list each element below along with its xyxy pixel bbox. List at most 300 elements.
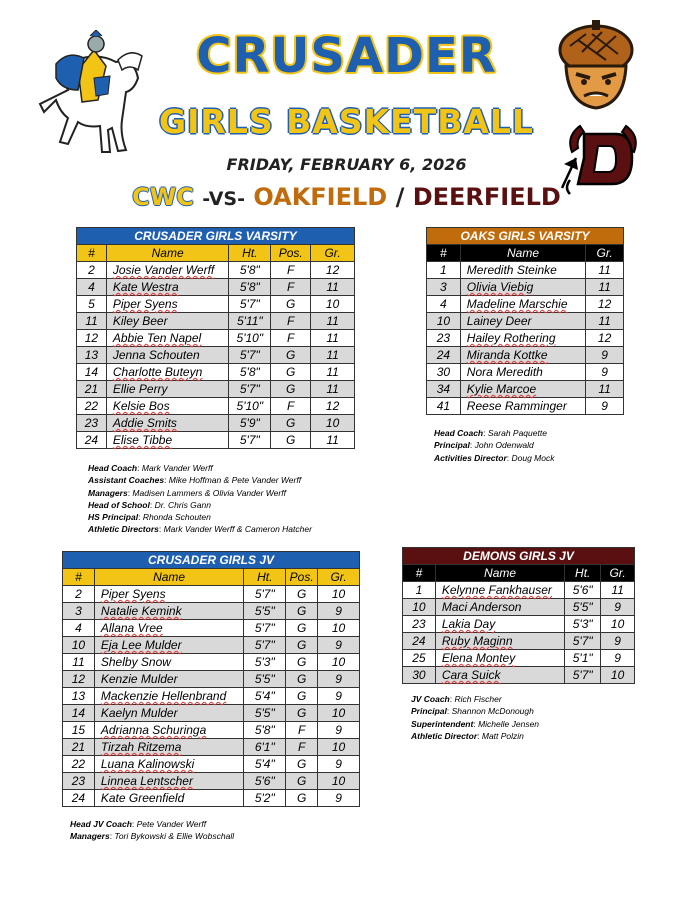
staff-line: Head of School: Dr. Chris Gann <box>88 499 211 510</box>
table-cell: 9 <box>318 671 360 688</box>
table-cell: 5'7" <box>244 586 286 603</box>
table-cell: 11 <box>311 347 355 364</box>
staff-line: Managers: Tori Bykowski & Ellie Wobschall <box>70 831 235 842</box>
table-cell: G <box>286 790 318 807</box>
table-row <box>403 616 635 633</box>
player-name: Piper Syens <box>100 587 166 601</box>
staff-label: Principal <box>434 440 470 451</box>
table-cell: 10 <box>318 705 360 722</box>
table-cell: 10 <box>311 415 355 432</box>
column-header: Ht. <box>244 569 286 586</box>
table-cell: G <box>286 688 318 705</box>
table-cell <box>460 313 585 330</box>
table-cell: 5'8" <box>229 262 271 279</box>
table-row <box>77 313 355 330</box>
column-header: Ht. <box>229 245 271 262</box>
staff-label: Principal <box>411 706 447 717</box>
table-cell: 11 <box>63 654 95 671</box>
table-cell <box>106 330 229 347</box>
table-cell: 5'6" <box>244 773 286 790</box>
table-cell <box>460 347 585 364</box>
game-date: FRIDAY, FEBRUARY 6, 2026 <box>226 155 467 174</box>
table-cell <box>94 756 243 773</box>
table-cell: 9 <box>586 364 624 381</box>
staff-label: Athletic Directors <box>88 524 159 535</box>
table-cell: 5'7" <box>229 347 271 364</box>
staff-line: Principal: John Odenwald <box>434 440 534 451</box>
table-cell: 15 <box>63 722 95 739</box>
staff-value: Sarah Paquette <box>487 428 547 438</box>
player-name: Kate Greenfield <box>100 791 185 805</box>
table-cell <box>106 347 229 364</box>
table-row <box>77 381 355 398</box>
vs-label: -VS- <box>202 188 245 210</box>
table-cell: 12 <box>586 330 624 347</box>
table-cell: 1 <box>403 582 436 599</box>
crusader-jv-table <box>62 551 360 807</box>
table-cell: 5'11" <box>229 313 271 330</box>
staff-value: Dr. Chris Gann <box>154 499 211 510</box>
table-cell: 13 <box>63 688 95 705</box>
table-cell: 10 <box>318 739 360 756</box>
staff-line: Head Coach: Sarah Paquette <box>434 428 547 438</box>
table-cell <box>94 705 243 722</box>
table-cell: 3 <box>427 279 461 296</box>
table-cell: 12 <box>63 671 95 688</box>
table-row <box>63 620 360 637</box>
table-cell: 3 <box>63 603 95 620</box>
table-cell: 21 <box>63 739 95 756</box>
player-name: Kaelyn Mulder <box>100 706 178 720</box>
column-header: Gr. <box>318 569 360 586</box>
staff-label: Managers <box>88 487 128 498</box>
table-cell: 5'7" <box>244 620 286 637</box>
column-header: # <box>63 569 95 586</box>
staff-label: Head JV Coach <box>70 819 132 829</box>
table-caption: DEMONS GIRLS JV <box>403 548 635 565</box>
table-cell: F <box>271 279 311 296</box>
table-cell: 5'6" <box>565 582 601 599</box>
table-cell: 5'1" <box>565 650 601 667</box>
table-cell: 10 <box>427 313 461 330</box>
table-cell: 12 <box>311 398 355 415</box>
table-cell: F <box>271 262 311 279</box>
table-cell <box>106 262 229 279</box>
staff-label: Activities Director <box>434 452 507 463</box>
table-cell: F <box>271 398 311 415</box>
table-cell <box>94 790 243 807</box>
table-cell <box>460 296 585 313</box>
player-name: Lainey Deer <box>466 314 532 328</box>
table-row <box>427 381 624 398</box>
table-cell: 30 <box>427 364 461 381</box>
table-cell: 10 <box>318 654 360 671</box>
table-cell: 4 <box>427 296 461 313</box>
staff-value: Rich Fischer <box>454 694 502 704</box>
table-cell: 5'7" <box>565 667 601 684</box>
table-cell: 5'5" <box>565 599 601 616</box>
table-cell: 5'2" <box>244 790 286 807</box>
table-cell: 5'8" <box>229 364 271 381</box>
column-header: Pos. <box>286 569 318 586</box>
table-cell: G <box>286 756 318 773</box>
table-row <box>63 586 360 603</box>
player-name: Eja Lee Mulder <box>100 638 182 652</box>
table-cell: G <box>286 586 318 603</box>
title-girls-basketball: GIRLS BASKETBALL <box>159 102 534 141</box>
table-cell: 4 <box>63 620 95 637</box>
table-cell: 4 <box>77 279 107 296</box>
column-header: Name <box>94 569 243 586</box>
table-header-row <box>77 245 355 262</box>
oaks-varsity-staff <box>434 427 654 464</box>
staff-value: Doug Mock <box>511 452 555 463</box>
table-cell: 24 <box>427 347 461 364</box>
table-cell: 24 <box>63 790 95 807</box>
table-row <box>403 650 635 667</box>
table-cell: 24 <box>403 633 436 650</box>
table-cell: 5'7" <box>229 296 271 313</box>
table-cell: 13 <box>77 347 107 364</box>
staff-line: Athletic Director: Matt Polzin <box>411 730 524 741</box>
table-cell <box>94 773 243 790</box>
staff-label: Head Coach <box>88 463 138 473</box>
table-cell: 9 <box>318 722 360 739</box>
table-cell <box>106 432 229 449</box>
table-row <box>427 313 624 330</box>
table-row <box>427 296 624 313</box>
table-cell: 5'10" <box>229 398 271 415</box>
table-cell: G <box>271 415 311 432</box>
table-cell: 14 <box>77 364 107 381</box>
table-caption: CRUSADER GIRLS JV <box>63 552 360 569</box>
table-cell: 10 <box>601 667 635 684</box>
table-row <box>77 262 355 279</box>
table-cell: G <box>271 347 311 364</box>
staff-line: JV Coach: Rich Fischer <box>411 694 502 704</box>
table-cell: 11 <box>586 313 624 330</box>
player-name: Kiley Beer <box>112 314 168 328</box>
table-cell: 10 <box>403 599 436 616</box>
player-name: Kate Westra <box>112 280 179 294</box>
table-cell <box>435 633 564 650</box>
table-cell: 10 <box>318 586 360 603</box>
column-header: Name <box>106 245 229 262</box>
player-name: Jenna Schouten <box>112 348 200 362</box>
player-name: Josie Vander Werff <box>112 263 215 277</box>
opponent-oakfield: OAKFIELD <box>253 183 388 211</box>
table-cell: 9 <box>586 398 624 415</box>
table-cell: 11 <box>586 262 624 279</box>
table-cell: G <box>271 364 311 381</box>
column-header: Name <box>435 565 564 582</box>
table-row <box>77 398 355 415</box>
column-header: Name <box>460 245 585 262</box>
table-cell: G <box>286 620 318 637</box>
column-header: Pos. <box>271 245 311 262</box>
table-row <box>427 347 624 364</box>
column-header: # <box>427 245 461 262</box>
table-cell: 2 <box>77 262 107 279</box>
staff-value: Michelle Jensen <box>478 718 540 729</box>
table-cell: 11 <box>77 313 107 330</box>
table-cell: 2 <box>63 586 95 603</box>
table-row <box>77 432 355 449</box>
table-cell <box>94 603 243 620</box>
table-cell: G <box>286 671 318 688</box>
table-cell: 23 <box>77 415 107 432</box>
table-cell: 10 <box>63 637 95 654</box>
demons-jv-table <box>402 547 635 684</box>
player-name: Shelby Snow <box>100 655 171 669</box>
table-header-row <box>427 245 624 262</box>
staff-value: Shannon McDonough <box>451 706 534 717</box>
table-cell: 41 <box>427 398 461 415</box>
table-row <box>427 364 624 381</box>
player-name: Lakia Day <box>441 617 496 631</box>
table-row <box>63 739 360 756</box>
player-name: Addie Smits <box>112 416 177 430</box>
table-cell: 23 <box>63 773 95 790</box>
table-cell: 5'5" <box>244 705 286 722</box>
table-row <box>77 330 355 347</box>
table-caption: OAKS GIRLS VARSITY <box>427 228 624 245</box>
table-cell <box>106 313 229 330</box>
table-cell: 9 <box>586 347 624 364</box>
player-name: Tirzah Ritzema <box>100 740 182 754</box>
table-cell: 11 <box>311 313 355 330</box>
table-cell: 5'9" <box>229 415 271 432</box>
table-cell <box>435 599 564 616</box>
player-name: Kenzie Mulder <box>100 672 178 686</box>
table-cell <box>460 398 585 415</box>
separator: / <box>395 183 405 211</box>
table-row <box>77 279 355 296</box>
opponent-deerfield: DEERFIELD <box>412 183 561 211</box>
staff-label: HS Principal <box>88 512 139 523</box>
staff-line: Head JV Coach: Pete Vander Werff <box>70 819 207 829</box>
table-cell <box>435 616 564 633</box>
table-cell: 5'7" <box>244 637 286 654</box>
table-row <box>63 790 360 807</box>
table-cell <box>435 582 564 599</box>
table-row <box>77 415 355 432</box>
staff-line: Athletic Directors: Mark Vander Werff & Cameron Hatcher <box>88 524 312 535</box>
table-cell: 5'7" <box>229 432 271 449</box>
table-cell: 10 <box>318 620 360 637</box>
table-row <box>403 582 635 599</box>
player-name: Kelynne Fankhauser <box>441 583 552 597</box>
player-name: Elise Tibbe <box>112 433 173 447</box>
table-row <box>77 296 355 313</box>
staff-value: Madisen Lammers & Olivia Vander Werff <box>132 487 286 498</box>
table-cell: 34 <box>427 381 461 398</box>
table-cell: 1 <box>427 262 461 279</box>
matchup-line <box>0 183 693 211</box>
table-cell: 9 <box>601 599 635 616</box>
table-cell: 11 <box>601 582 635 599</box>
staff-value: Tori Bykowski & Ellie Wobschall <box>114 831 235 842</box>
table-cell: 9 <box>318 603 360 620</box>
table-cell <box>435 650 564 667</box>
staff-line: Assistant Coaches: Mike Hoffman & Pete Vander Werff <box>88 475 302 486</box>
table-cell <box>460 381 585 398</box>
table-cell: 10 <box>601 616 635 633</box>
table-cell: 9 <box>601 633 635 650</box>
table-cell: 5'3" <box>565 616 601 633</box>
table-cell: G <box>286 654 318 671</box>
player-name: Hailey Rothering <box>466 331 556 345</box>
table-cell: F <box>271 313 311 330</box>
table-cell: F <box>271 330 311 347</box>
table-cell: 22 <box>63 756 95 773</box>
player-name: Allana Vree <box>100 621 163 635</box>
player-name: Ellie Perry <box>112 382 168 396</box>
table-header-row <box>63 569 360 586</box>
table-cell <box>435 667 564 684</box>
table-cell: 11 <box>311 432 355 449</box>
player-name: Abbie Ten Napel <box>112 331 202 345</box>
table-header-row <box>403 565 635 582</box>
table-row <box>63 773 360 790</box>
table-row <box>63 637 360 654</box>
staff-label: JV Coach <box>411 694 450 704</box>
staff-value: Rhonda Schouten <box>142 512 211 523</box>
table-row <box>63 603 360 620</box>
table-row <box>63 671 360 688</box>
player-name: Reese Ramminger <box>466 399 567 413</box>
table-row <box>63 705 360 722</box>
table-cell <box>94 688 243 705</box>
table-cell: 9 <box>318 637 360 654</box>
table-cell <box>94 739 243 756</box>
team-home: CWC <box>132 183 194 211</box>
table-cell: G <box>286 603 318 620</box>
column-header: # <box>403 565 436 582</box>
table-cell <box>460 364 585 381</box>
table-cell: 9 <box>318 756 360 773</box>
table-cell: 5'4" <box>244 688 286 705</box>
table-cell <box>460 279 585 296</box>
table-row <box>63 722 360 739</box>
table-cell: 21 <box>77 381 107 398</box>
column-header: Gr. <box>586 245 624 262</box>
staff-label: Athletic Director <box>411 730 478 741</box>
table-cell: 11 <box>311 381 355 398</box>
table-cell <box>94 637 243 654</box>
staff-line: Activities Director: Doug Mock <box>434 452 555 463</box>
table-cell: 12 <box>586 296 624 313</box>
table-cell: 9 <box>318 688 360 705</box>
table-cell <box>106 381 229 398</box>
staff-value: Mark Vander Werff & Cameron Hatcher <box>163 524 312 535</box>
table-cell: 10 <box>318 773 360 790</box>
staff-value: Matt Polzin <box>481 730 524 741</box>
table-row <box>427 279 624 296</box>
table-cell: 25 <box>403 650 436 667</box>
table-cell: 24 <box>77 432 107 449</box>
table-cell <box>460 262 585 279</box>
table-cell <box>94 722 243 739</box>
table-cell: 22 <box>77 398 107 415</box>
column-header: Gr. <box>311 245 355 262</box>
table-cell: G <box>271 432 311 449</box>
staff-label: Head Coach <box>434 428 484 438</box>
table-cell: F <box>286 739 318 756</box>
table-row <box>427 398 624 415</box>
table-row <box>63 688 360 705</box>
table-cell: 5'7" <box>565 633 601 650</box>
player-name: Charlotte Buteyn <box>112 365 203 379</box>
table-cell: 5'7" <box>229 381 271 398</box>
table-cell: 5 <box>77 296 107 313</box>
table-cell: F <box>286 722 318 739</box>
crusader-varsity-staff <box>88 462 388 536</box>
table-cell: 5'10" <box>229 330 271 347</box>
demons-jv-staff <box>411 693 651 742</box>
table-row <box>403 667 635 684</box>
table-cell <box>106 364 229 381</box>
table-cell: 6'1" <box>244 739 286 756</box>
table-row <box>427 330 624 347</box>
table-cell: 9 <box>601 650 635 667</box>
table-cell: G <box>286 637 318 654</box>
table-cell: G <box>286 773 318 790</box>
table-cell: 11 <box>311 330 355 347</box>
table-cell: 23 <box>427 330 461 347</box>
table-cell: 5'5" <box>244 671 286 688</box>
table-row <box>63 654 360 671</box>
table-row <box>63 756 360 773</box>
player-name: Madeline Marschie <box>466 297 568 311</box>
staff-line: Superintendent: Michelle Jensen <box>411 718 540 729</box>
player-name: Piper Syens <box>112 297 178 311</box>
player-name: Kylie Marcoe <box>466 382 537 396</box>
player-name: Maci Anderson <box>441 600 522 614</box>
table-cell: 11 <box>586 279 624 296</box>
table-cell: 30 <box>403 667 436 684</box>
table-cell <box>94 620 243 637</box>
table-cell: 5'8" <box>244 722 286 739</box>
table-cell <box>106 398 229 415</box>
table-cell: 5'5" <box>244 603 286 620</box>
staff-line: Managers: Madisen Lammers & Olivia Vander Werff <box>88 487 286 498</box>
player-name: Linnea Lentscher <box>100 774 193 788</box>
staff-label: Head of School <box>88 499 150 510</box>
table-cell: G <box>286 705 318 722</box>
table-cell: G <box>271 381 311 398</box>
player-name: Mackenzie Hellenbrand <box>100 689 227 703</box>
table-cell: 10 <box>311 296 355 313</box>
player-name: Miranda Kottke <box>466 348 548 362</box>
table-cell <box>94 654 243 671</box>
staff-label: Superintendent <box>411 718 474 729</box>
table-cell: 5'3" <box>244 654 286 671</box>
player-name: Elena Montey <box>441 651 516 665</box>
player-name: Adrianna Schuringa <box>100 723 207 737</box>
table-cell <box>106 279 229 296</box>
table-cell: G <box>271 296 311 313</box>
staff-line: Principal: Shannon McDonough <box>411 706 534 717</box>
title-crusader: CRUSADER <box>196 28 497 84</box>
staff-value: Mike Hoffman & Pete Vander Werff <box>168 475 302 486</box>
table-cell: 12 <box>311 262 355 279</box>
table-cell <box>94 671 243 688</box>
staff-label: Assistant Coaches <box>88 475 165 486</box>
player-name: Ruby Maginn <box>441 634 513 648</box>
staff-line: Head Coach: Mark Vander Werff <box>88 463 213 473</box>
staff-value: Pete Vander Werff <box>136 819 207 829</box>
